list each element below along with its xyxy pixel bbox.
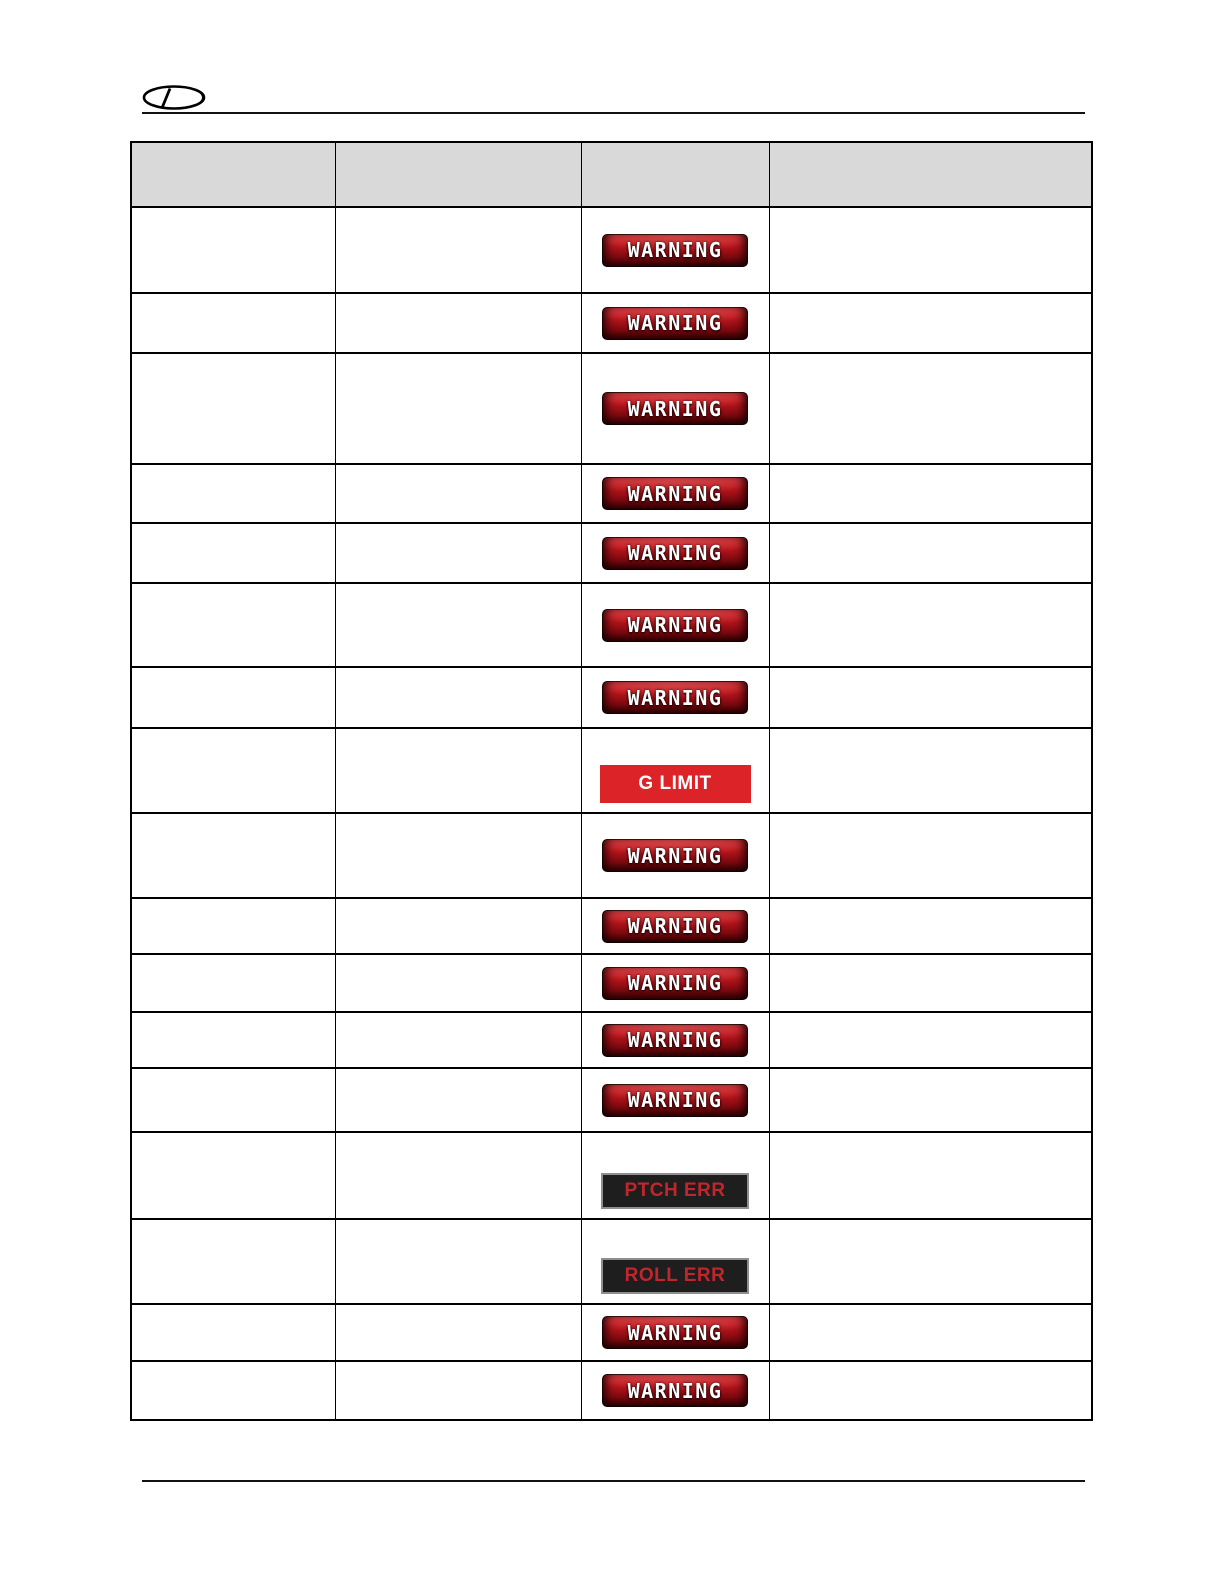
cell-annunciator bbox=[581, 583, 769, 667]
cell-empty bbox=[131, 293, 335, 353]
cell-empty bbox=[769, 954, 1092, 1012]
cell-empty bbox=[335, 1068, 581, 1132]
footer-rule bbox=[142, 1480, 1085, 1482]
cell-annunciator bbox=[581, 353, 769, 464]
roll-error-annunciator-badge: ROLL ERR bbox=[601, 1258, 749, 1294]
cell-empty bbox=[769, 813, 1092, 898]
table-row bbox=[131, 293, 1092, 353]
cell-annunciator bbox=[581, 1361, 769, 1420]
cell-annunciator bbox=[581, 728, 769, 813]
warning-annunciator-badge: WARNING bbox=[602, 609, 748, 642]
cell-empty bbox=[769, 523, 1092, 583]
cell-annunciator bbox=[581, 1304, 769, 1361]
table-row bbox=[131, 1361, 1092, 1420]
table-row bbox=[131, 583, 1092, 667]
warning-annunciator-badge: WARNING bbox=[602, 910, 748, 943]
cell-empty bbox=[769, 293, 1092, 353]
table-row bbox=[131, 1304, 1092, 1361]
table-row bbox=[131, 207, 1092, 293]
cell-empty bbox=[769, 1012, 1092, 1068]
cell-empty bbox=[131, 667, 335, 728]
table-header-row bbox=[131, 142, 1092, 207]
cell-empty bbox=[335, 1012, 581, 1068]
cell-annunciator bbox=[581, 1012, 769, 1068]
pitch-error-annunciator-badge: PTCH ERR bbox=[601, 1173, 749, 1209]
cell-empty bbox=[769, 898, 1092, 954]
cell-empty bbox=[769, 1219, 1092, 1304]
cell-empty bbox=[131, 898, 335, 954]
warning-annunciator-badge: WARNING bbox=[602, 392, 748, 425]
table-row bbox=[131, 1219, 1092, 1304]
cell-empty bbox=[335, 728, 581, 813]
table-row bbox=[131, 813, 1092, 898]
cell-empty bbox=[131, 1219, 335, 1304]
cell-empty bbox=[769, 728, 1092, 813]
table-row bbox=[131, 353, 1092, 464]
cell-empty bbox=[335, 1304, 581, 1361]
cell-empty bbox=[769, 667, 1092, 728]
cell-annunciator bbox=[581, 1132, 769, 1219]
cell-empty bbox=[335, 1361, 581, 1420]
cell-empty bbox=[335, 1219, 581, 1304]
cell-empty bbox=[335, 583, 581, 667]
table-row bbox=[131, 667, 1092, 728]
cell-empty bbox=[131, 207, 335, 293]
table-row bbox=[131, 1068, 1092, 1132]
warning-annunciator-badge: WARNING bbox=[602, 967, 748, 1000]
cell-empty bbox=[131, 813, 335, 898]
cell-annunciator bbox=[581, 1068, 769, 1132]
cell-annunciator bbox=[581, 207, 769, 293]
cell-empty bbox=[335, 293, 581, 353]
annunciator-table bbox=[130, 141, 1093, 1421]
cell-empty bbox=[131, 583, 335, 667]
cell-empty bbox=[335, 667, 581, 728]
warning-annunciator-badge: WARNING bbox=[602, 477, 748, 510]
cell-annunciator bbox=[581, 1219, 769, 1304]
table-row bbox=[131, 898, 1092, 954]
header-cell bbox=[335, 142, 581, 207]
cell-empty bbox=[335, 1132, 581, 1219]
cell-empty bbox=[131, 1068, 335, 1132]
warning-annunciator-badge: WARNING bbox=[602, 1024, 748, 1057]
table-row bbox=[131, 728, 1092, 813]
cell-annunciator bbox=[581, 523, 769, 583]
cell-empty bbox=[131, 728, 335, 813]
brand-logo bbox=[141, 84, 207, 112]
warning-annunciator-badge: WARNING bbox=[602, 307, 748, 340]
header-cell bbox=[131, 142, 335, 207]
cell-empty bbox=[131, 1132, 335, 1219]
cell-empty bbox=[131, 1361, 335, 1420]
cell-annunciator bbox=[581, 898, 769, 954]
cell-empty bbox=[335, 353, 581, 464]
header-rule bbox=[142, 112, 1085, 114]
warning-annunciator-badge: WARNING bbox=[602, 1084, 748, 1117]
cell-empty bbox=[769, 583, 1092, 667]
header-cell bbox=[769, 142, 1092, 207]
cell-empty bbox=[769, 353, 1092, 464]
cell-empty bbox=[131, 353, 335, 464]
g-limit-annunciator-badge: G LIMIT bbox=[600, 765, 751, 803]
cell-empty bbox=[335, 898, 581, 954]
warning-annunciator-badge: WARNING bbox=[602, 537, 748, 570]
table-row bbox=[131, 464, 1092, 523]
cell-annunciator bbox=[581, 813, 769, 898]
cell-empty bbox=[769, 207, 1092, 293]
cell-empty bbox=[131, 1304, 335, 1361]
header-cell bbox=[581, 142, 769, 207]
oval-emblem-icon bbox=[141, 84, 207, 112]
warning-annunciator-badge: WARNING bbox=[602, 1316, 748, 1349]
warning-annunciator-badge: WARNING bbox=[602, 839, 748, 872]
cell-annunciator bbox=[581, 464, 769, 523]
table-row bbox=[131, 954, 1092, 1012]
table-row bbox=[131, 1132, 1092, 1219]
table-row bbox=[131, 1012, 1092, 1068]
cell-empty bbox=[131, 464, 335, 523]
cell-empty bbox=[335, 464, 581, 523]
warning-annunciator-badge: WARNING bbox=[602, 234, 748, 267]
cell-annunciator bbox=[581, 667, 769, 728]
cell-empty bbox=[769, 1132, 1092, 1219]
cell-empty bbox=[769, 1304, 1092, 1361]
cell-empty bbox=[769, 1068, 1092, 1132]
cell-empty bbox=[131, 954, 335, 1012]
cell-empty bbox=[131, 1012, 335, 1068]
cell-empty bbox=[769, 464, 1092, 523]
cell-empty bbox=[335, 207, 581, 293]
cell-annunciator bbox=[581, 293, 769, 353]
warning-annunciator-badge: WARNING bbox=[602, 1374, 748, 1407]
cell-empty bbox=[131, 523, 335, 583]
cell-empty bbox=[335, 813, 581, 898]
cell-empty bbox=[335, 954, 581, 1012]
cell-annunciator bbox=[581, 954, 769, 1012]
table-row bbox=[131, 523, 1092, 583]
warning-annunciator-badge: WARNING bbox=[602, 681, 748, 714]
cell-empty bbox=[769, 1361, 1092, 1420]
cell-empty bbox=[335, 523, 581, 583]
